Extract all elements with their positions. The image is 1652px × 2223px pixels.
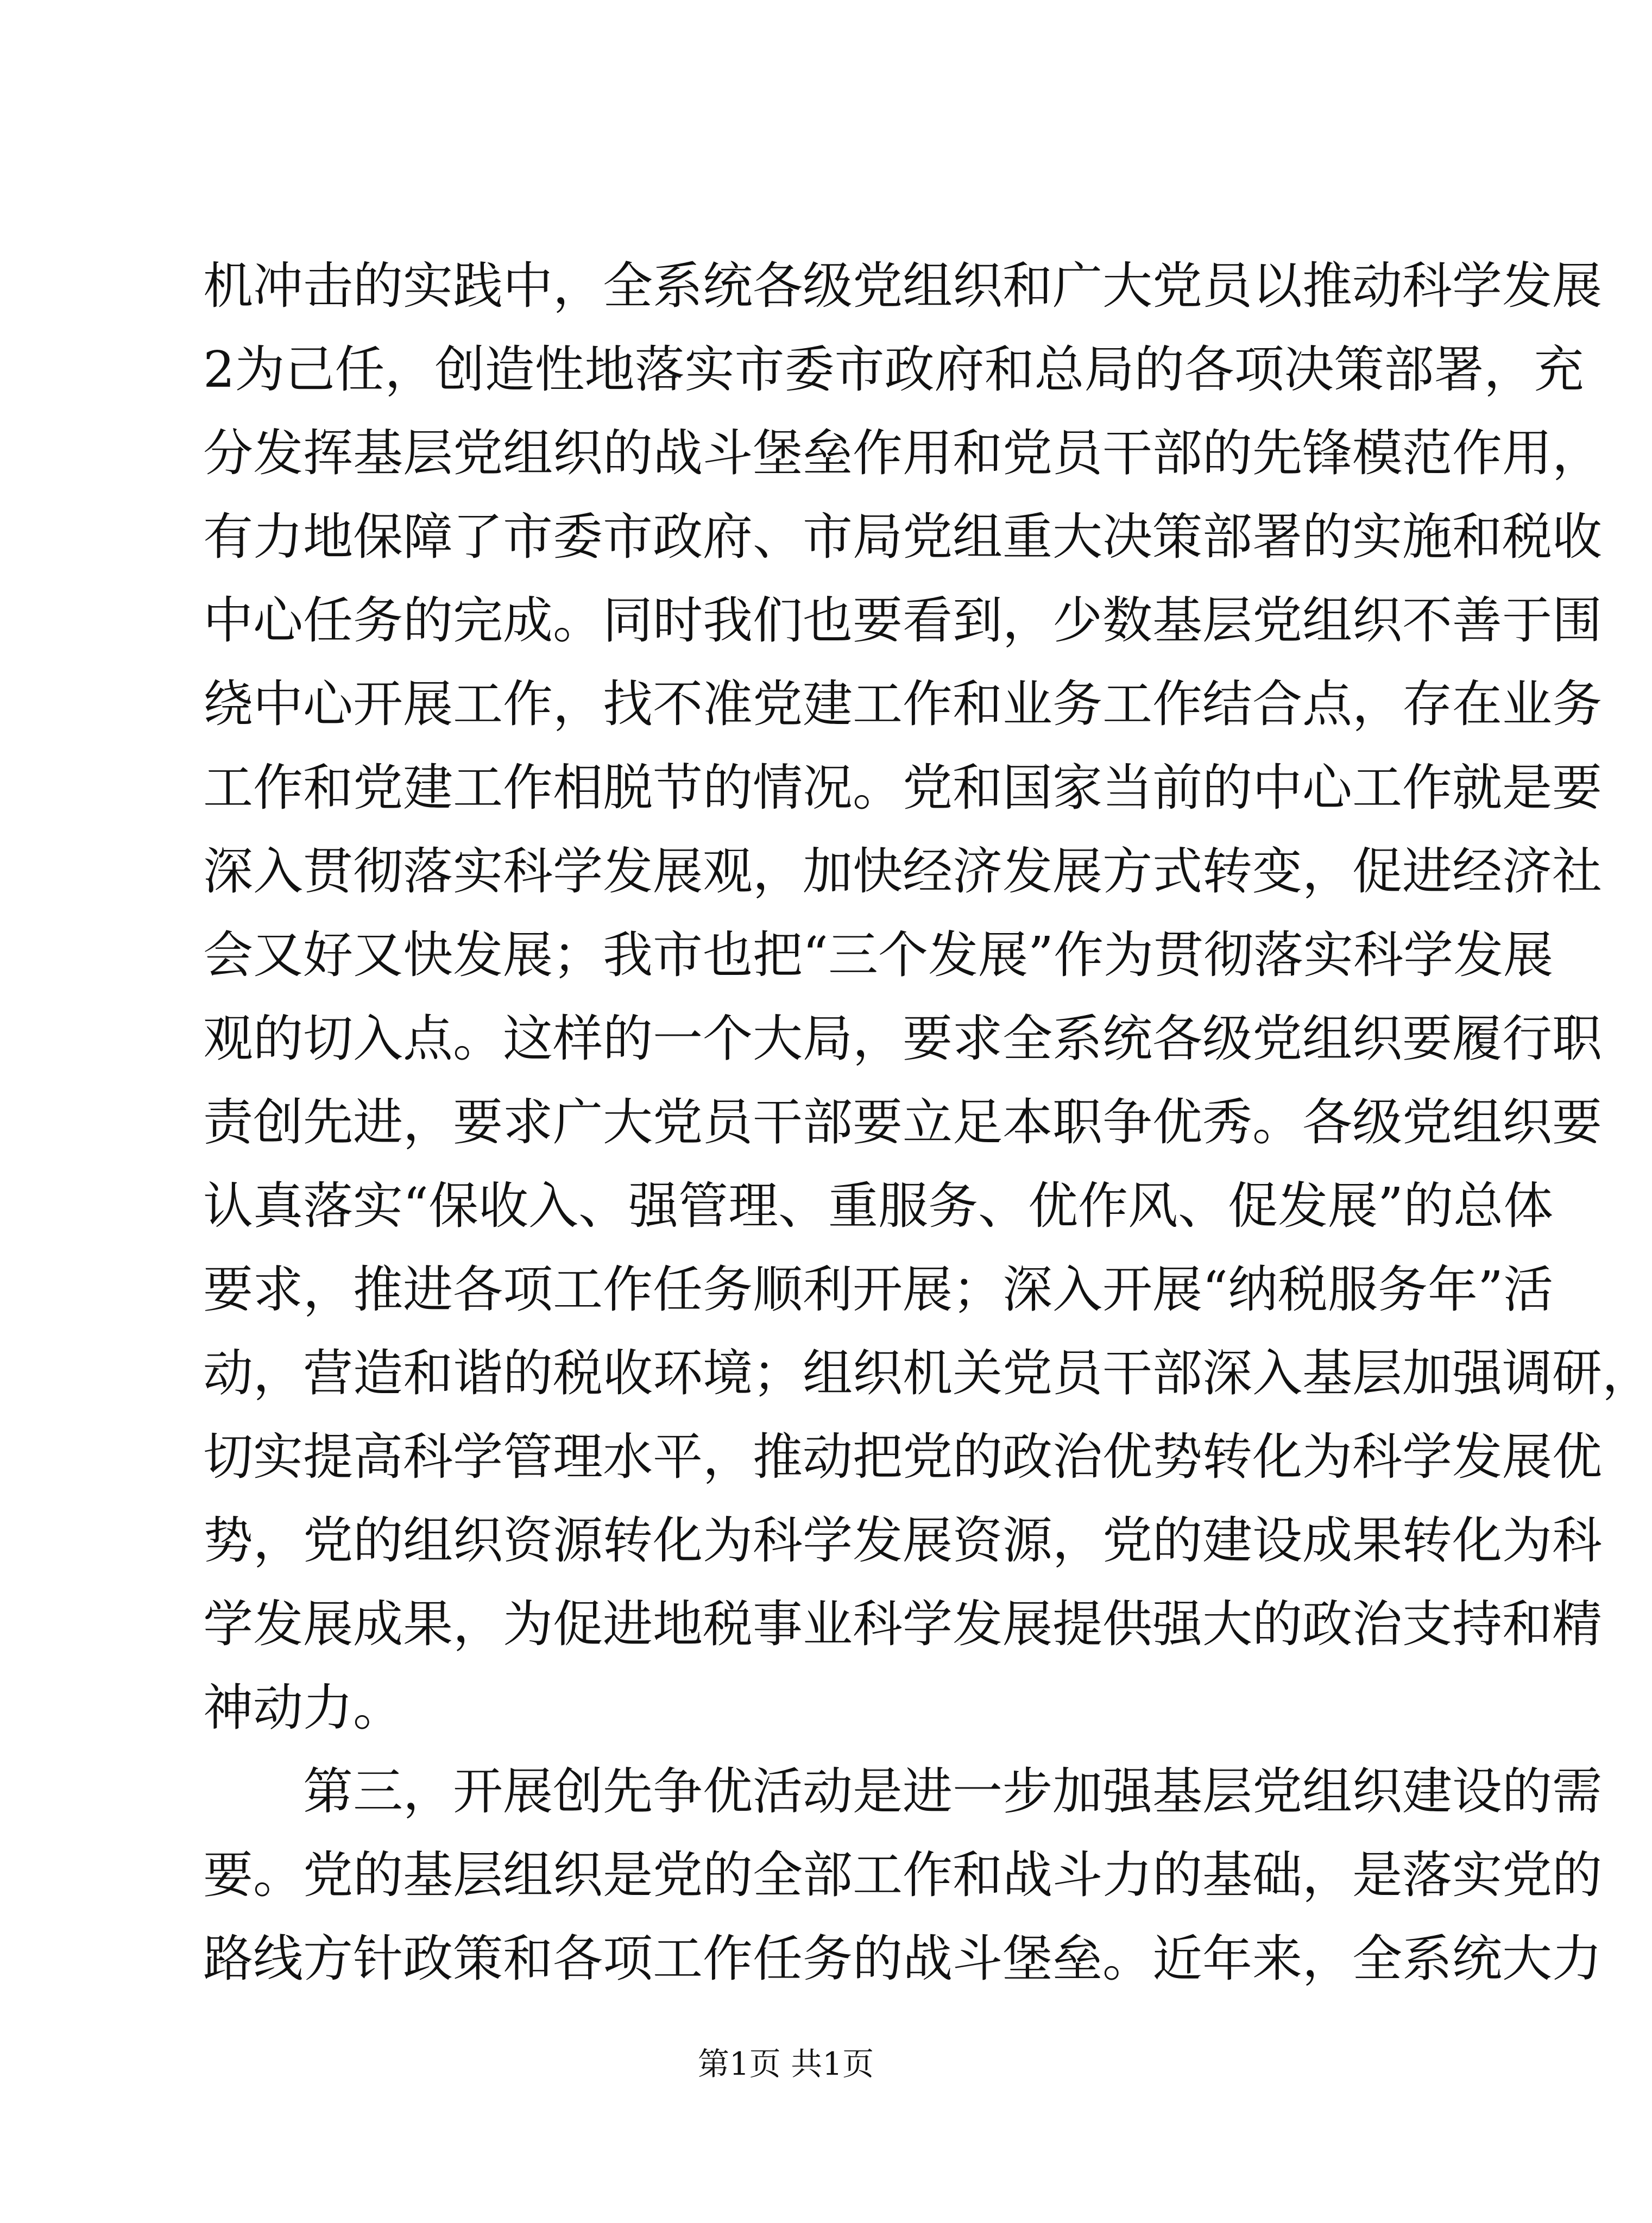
text-line: 切实提高科学管理水平，推动把党的政治优势转化为科学发展优: [203, 1428, 1603, 1486]
text-line: 认真落实“保收入、强管理、重服务、优作风、促发展”的总体: [203, 1177, 1554, 1235]
text-line: 路线方针政策和各项工作任务的战斗堡垒。近年来，全系统大力: [203, 1930, 1603, 1988]
page-number-label: 第1页 共1页: [697, 2045, 874, 2082]
text-line: 工作和党建工作相脱节的情况。党和国家当前的中心工作就是要: [203, 759, 1603, 817]
text-line: 会又好又快发展；我市也把“三个发展”作为贯彻落实科学发展: [203, 926, 1554, 984]
text-line: 神动力。: [203, 1679, 403, 1737]
text-line: 绕中心开展工作，找不准党建工作和业务工作结合点，存在业务: [203, 675, 1603, 733]
text-line: 要。党的基层组织是党的全部工作和战斗力的基础，是落实党的: [203, 1846, 1603, 1904]
text-line: 中心任务的完成。同时我们也要看到，少数基层党组织不善于围: [203, 591, 1603, 650]
text-line: 动，营造和谐的税收环境；组织机关党员干部深入基层加强调研，: [203, 1344, 1652, 1402]
text-line: 有力地保障了市委市政府、市局党组重大决策部署的实施和税收: [203, 508, 1603, 566]
page-footer: [0, 2042, 1572, 2086]
text-line: 2为己任，创造性地落实市委市政府和总局的各项决策部署，充: [203, 341, 1584, 399]
text-line: 观的切入点。这样的一个大局，要求全系统各级党组织要履行职: [203, 1010, 1603, 1068]
text-line: 责创先进，要求广大党员干部要立足本职争优秀。各级党组织要: [203, 1093, 1603, 1151]
paragraph: [203, 244, 1652, 1750]
text-line: 深入贯彻落实科学发展观，加快经济发展方式转变，促进经济社: [203, 842, 1603, 900]
text-line: 第三，开展创先争优活动是进一步加强基层党组织建设的需: [303, 1762, 1603, 1821]
document-body: [203, 244, 1652, 2001]
paragraph: [203, 1750, 1603, 2001]
text-line: 分发挥基层党组织的战斗堡垒作用和党员干部的先锋模范作用，: [203, 424, 1603, 482]
text-line: 要求，推进各项工作任务顺利开展；深入开展“纳税服务年”活: [203, 1261, 1554, 1319]
text-line: 学发展成果，为促进地税事业科学发展提供强大的政治支持和精: [203, 1595, 1603, 1653]
text-line: 机冲击的实践中，全系统各级党组织和广大党员以推动科学发展: [203, 257, 1603, 315]
text-line: 势，党的组织资源转化为科学发展资源，党的建设成果转化为科: [203, 1512, 1603, 1570]
